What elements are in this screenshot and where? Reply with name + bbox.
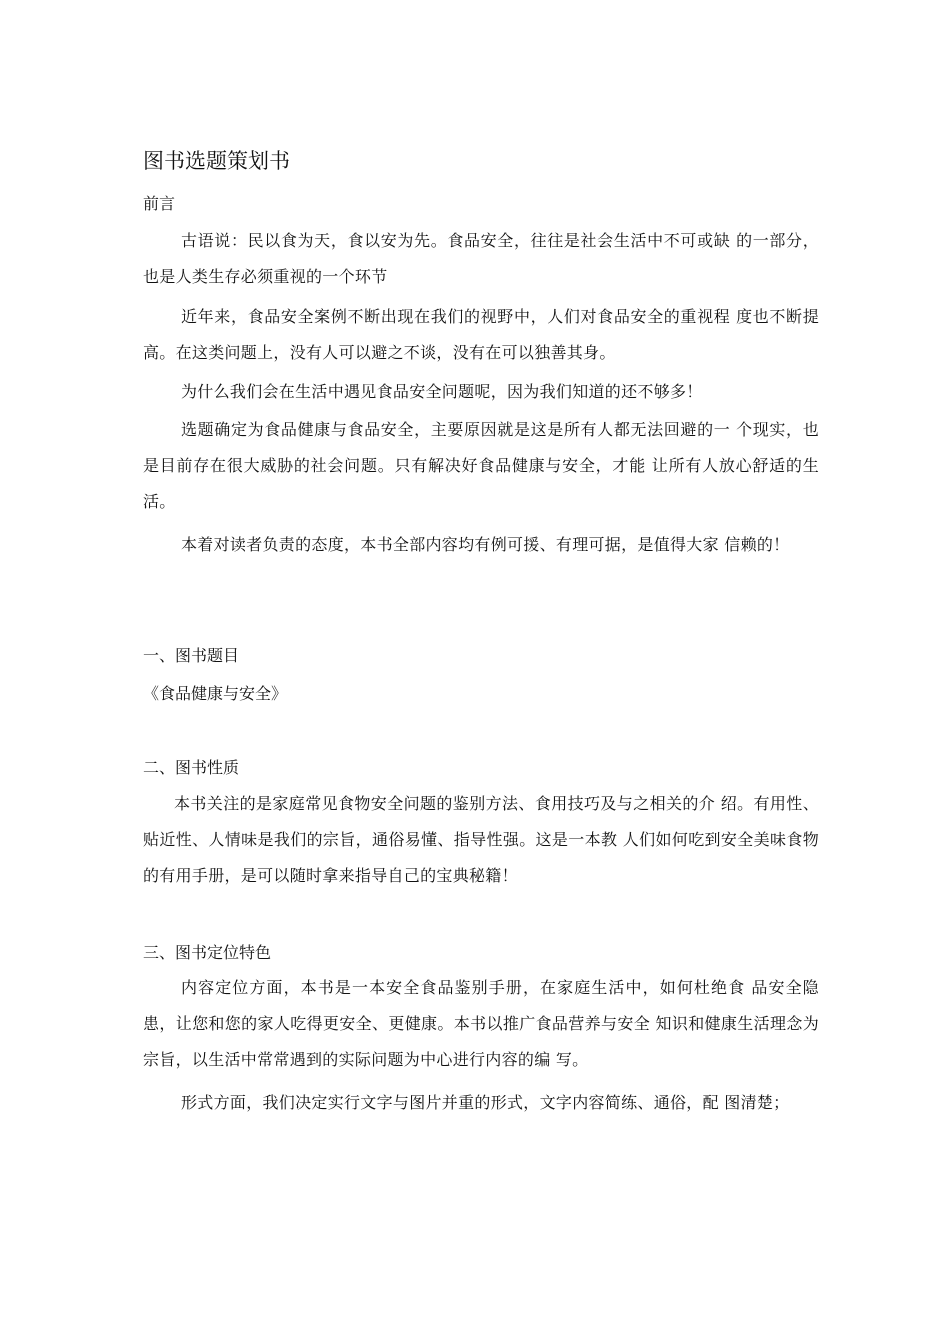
book-title: 《食品健康与安全》 (143, 684, 288, 703)
preface-paragraph-3: 为什么我们会在生活中遇见食品安全问题呢，因为我们知道的还不够多！ (181, 382, 703, 401)
section3-paragraph-2: 形式方面，我们决定实行文字与图片并重的形式，文字内容简练、通俗，配 图清楚； (181, 1093, 790, 1112)
preface-paragraph-1: 古语说：民以食为天，食以安为先。食品安全，往往是社会生活中不可或缺 的一部分，也是人类生存必须重视的一个环节 (143, 231, 819, 286)
preface-paragraph-2: 近年来，食品安全案例不断出现在我们的视野中，人们对食品安全的重视程 度也不断提高。在这类问题上，没有人可以避之不谈，没有在可以独善其身。 (143, 307, 819, 362)
section3-paragraph-1: 内容定位方面，本书是一本安全食品鉴别手册，在家庭生活中，如何杜绝食 品安全隐患，让您和您的家人吃得更安全、更健康。本书以推广食品营养与安全 知识和健康生活理念为宗旨，以生活中常常遇到的实际问题为中心进行内容的编 写。 (143, 978, 819, 1069)
preface-heading: 前言 (143, 194, 176, 213)
section1-heading: 一、图书题目 (143, 646, 240, 665)
preface-paragraph-5: 本着对读者负责的态度，本书全部内容均有例可援、有理可据，是值得大家 信赖的！ (181, 535, 790, 554)
section3-heading: 三、图书定位特色 (143, 943, 272, 962)
document-title: 图书选题策划书 (143, 149, 290, 173)
section2-heading: 二、图书性质 (143, 758, 240, 777)
section2-paragraph: 本书关注的是家庭常见食物安全问题的鉴别方法、食用技巧及与之相关的介 绍。有用性、贴近性、人情味是我们的宗旨，通俗易懂、指导性强。这是一本教 人们如何吃到安全美味食物的有用手册，是可以随时拿来指导自己的宝典秘籍！ (143, 794, 819, 885)
preface-paragraph-4: 选题确定为食品健康与食品安全，主要原因就是这是所有人都无法回避的一 个现实，也是目前存在很大威胁的社会问题。只有解决好食品健康与安全，才能 让所有人放心舒适的生活。 (143, 420, 819, 511)
